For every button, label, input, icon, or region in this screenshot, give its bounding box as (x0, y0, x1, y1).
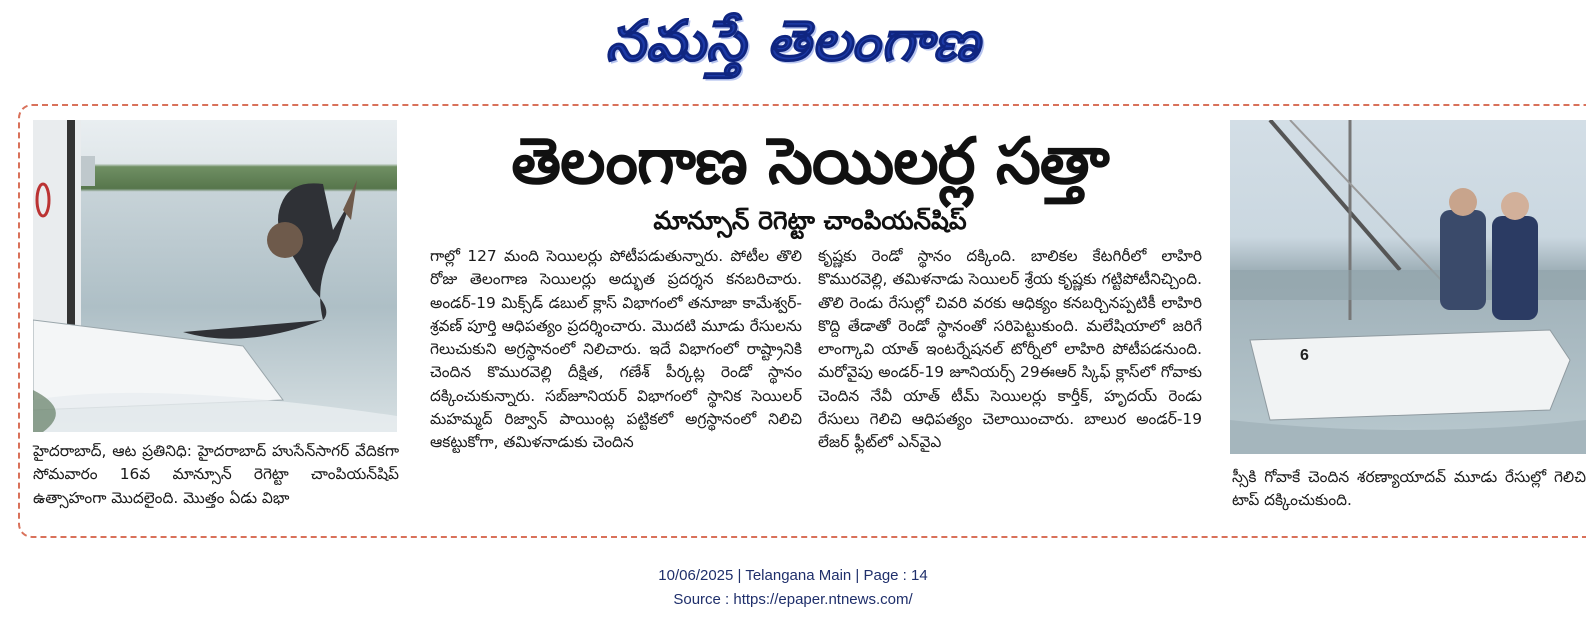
column-text: స్సీకి గోవాకే చెందిన శరణ్యాయాదవ్ మూడు రేసుల్లో గెలిచి టాప్ దక్కించుకుంది. (1232, 468, 1586, 510)
sailing-boat-illustration (1230, 120, 1586, 454)
article-column-4 (1232, 466, 1586, 513)
sailor-dinghy-photo (33, 120, 397, 432)
column-text: కృష్ణకు రెండో స్థానం దక్కింది. బాలికల కేటగిరీలో లాహిరి కొమురవెల్లి, తమిళనాడు సెయిలర్ శ్రేయ కృష్ణకు గట్టిపోటీనిచ్చింది. తొలి రెండు రేసుల్లో చివరి వరకు ఆధిక్యం కనబర్చినప్పటికీ లాహిరి కొద్ది తేడాతో రెండో స్థానంతో సరిపెట్టుకుంది. మలేషియాలో జరిగే లాంగ్కావి యాత్ ఇంటర్నేషనల్ టోర్నీలో లాహిరి పోటీపడనుంది. మరోవైపు అండర్-19 జూనియర్స్ 29ఈఆర్ స్కిఫ్ క్లాస్‌లో గోవాకు చెందిన నేవీ యాత్ టీమ్ సెయిలర్లు కార్తీక్, హృదయ్ రెండు రేసులు గెలిచి ఆధిపత్యం చెలాయించారు. బాలుర అండర్-19 లేజర్ ఫ్లీట్‌లో ఎన్‌వైఎ (818, 247, 1202, 452)
article-headline: తెలంగాణ సెయిలర్ల సత్తా (511, 125, 1109, 199)
page-footer (0, 564, 1586, 612)
sailor-dinghy-illustration (33, 120, 397, 432)
article-column-2 (430, 245, 802, 455)
edition-info: 10/06/2025 | Telangana Main | Page : 14 (658, 567, 928, 584)
article-column-3 (818, 245, 1202, 455)
article-subheadline: మాన్సూన్ రెగెట్టా చాంపియన్‌షిప్ (653, 206, 967, 235)
masthead (0, 0, 1586, 90)
column-text: గాల్లో 127 మంది సెయిలర్లు పోటీపడుతున్నారు. పోటీల తొలి రోజు తెలంగాణ సెయిలర్లు అద్భుత ప్రదర్శన కనబరిచారు. అండర్-19 మిక్స్‌డ్ డబుల్ క్లాస్ విభాగంలో తనూజా కామేశ్వర్-శ్రవణ్ పూర్తి ఆధిపత్యం ప్రదర్శించారు. మొదటి మూడు రేసులను గెలుచుకుని అగ్రస్థానంలో నిలిచారు. ఇదే విభాగంలో రాష్ట్రానికి చెందిన కొమురవెల్లి దీక్షిత, గణేశ్ పీర్కట్ల రెండో స్థానం దక్కించుకున్నారు. సబ్‌జూనియర్ విభాగంలో స్థానిక సెయిలర్ మహమ్మద్ రిజ్వాన్ పాయింట్ల పట్టికలో అగ్రస్థానంలో నిలిచి ఆకట్టుకోగా, తమిళనాడుకు చెందిన (430, 247, 802, 452)
column-text: హైదరాబాద్, ఆట ప్రతినిధి: హైదరాబాద్ హుసేన్‌సాగర్ వేదికగా సోమవారం 16వ మాన్సూన్ రెగెట్టా చాంపియన్‌షిప్ ఉత్సాహంగా మొదలైంది. మొత్తం ఏడు విభా (33, 442, 399, 507)
source-link[interactable]: Source : https://epaper.ntnews.com/ (673, 591, 913, 608)
sailing-team-photo (1230, 120, 1586, 454)
newspaper-title: నమస్తే తెలంగాణ (605, 8, 981, 74)
article-column-1 (33, 440, 399, 510)
svg-text:6: 6 (1300, 347, 1309, 364)
